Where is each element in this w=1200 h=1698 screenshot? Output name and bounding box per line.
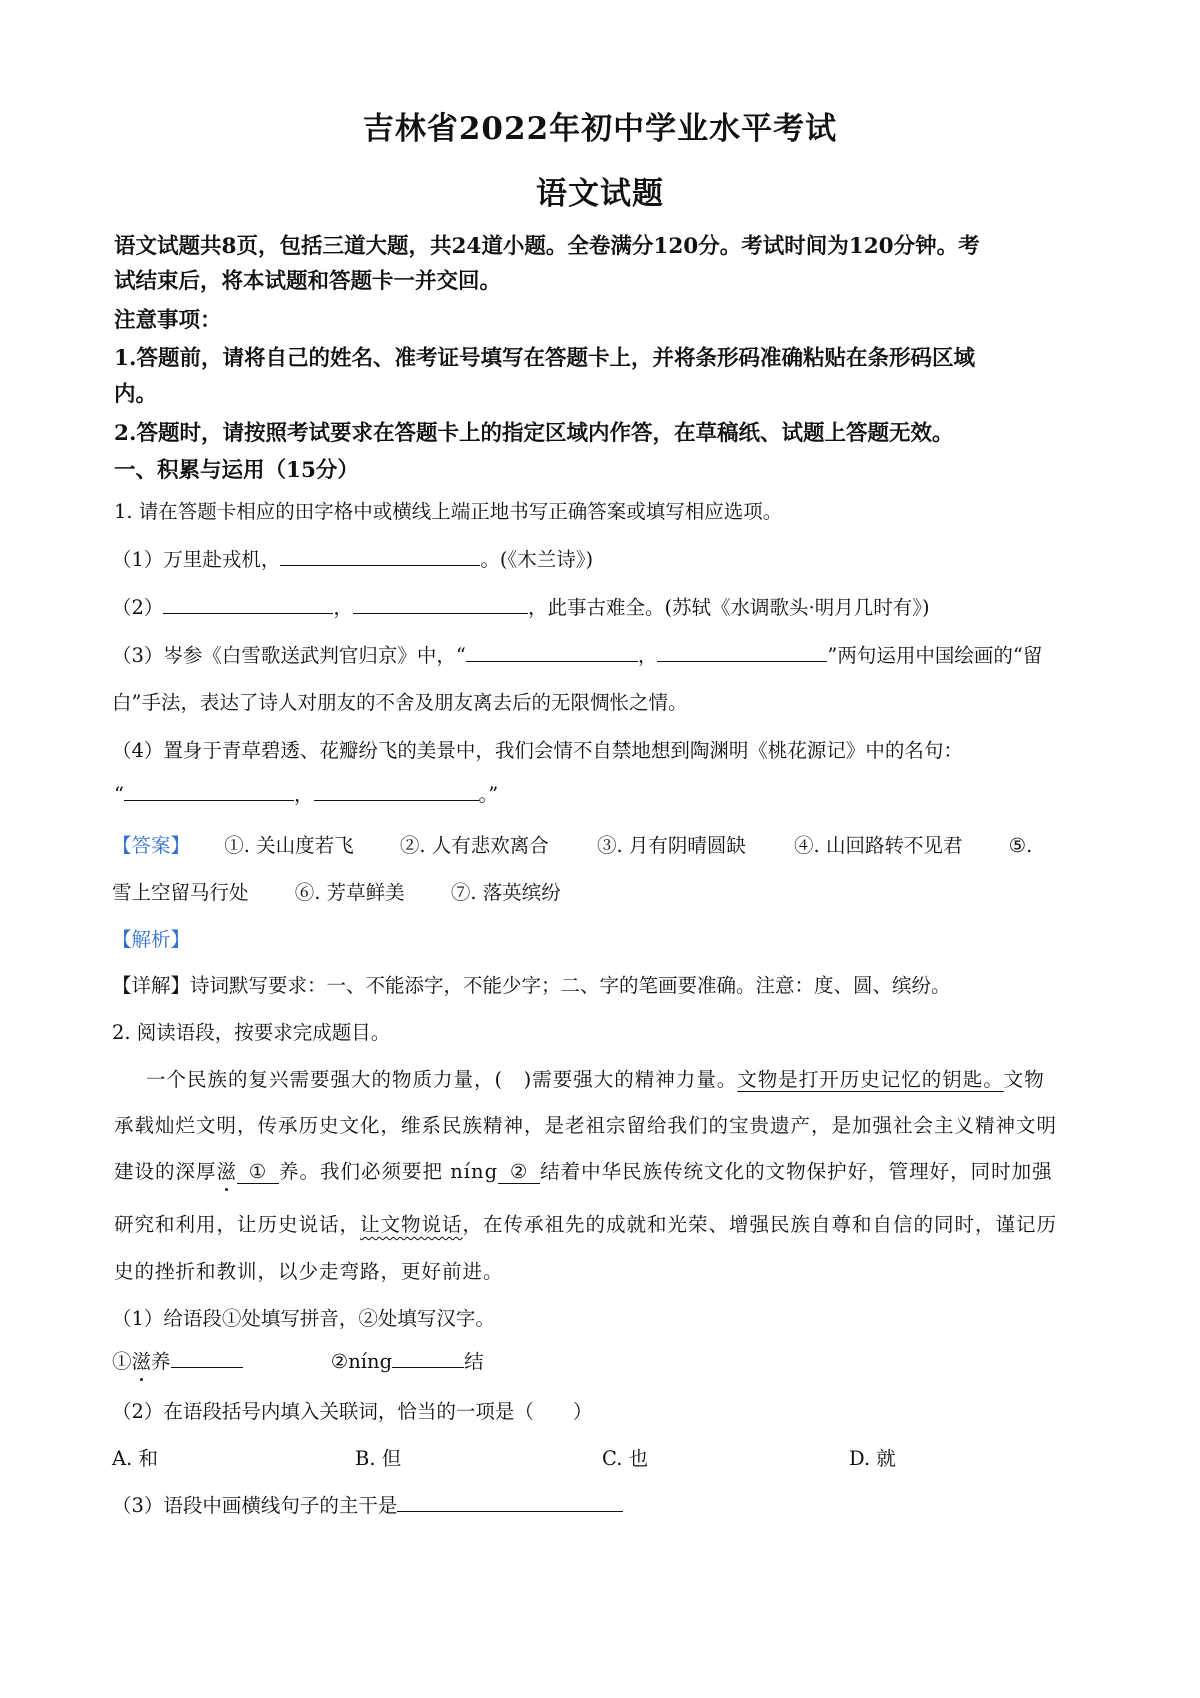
passage-line-3 bbox=[114, 1156, 1053, 1184]
q1-stem: 1. 请在答题卡相应的田字格中或横线上端正地书写正确答案或填写相应选项。 bbox=[114, 500, 783, 523]
q1-sub4-line-1: （4）置身于青草碧透、花瓣纷飞的美景中，我们会情不自禁地想到陶渊明《桃花源记》中的名句： bbox=[112, 739, 963, 762]
answer-blank bbox=[353, 595, 528, 614]
item-2-prefix: ②níng bbox=[330, 1350, 393, 1373]
note-1-line-2: 内。 bbox=[114, 382, 158, 407]
detail-text: 诗词默写要求：一、不能添字，不能少字；二、字的笔画要准确。注意：度、圆、缤纷。 bbox=[190, 974, 951, 997]
answer-item: ⑦. 落英缤纷 bbox=[450, 881, 561, 904]
answer-item: 雪上空留马行处 bbox=[112, 881, 249, 904]
q1-sub3-line-2: 白”手法，表达了诗人对朋友的不舍及朋友离去后的无限惆怅之情。 bbox=[112, 691, 688, 714]
q2-sub1-answers bbox=[112, 1346, 484, 1374]
dotted-char: 滋 bbox=[216, 1160, 238, 1183]
answer-item: ①. 关山度若飞 bbox=[224, 834, 354, 857]
passage-text: 一个民族的复兴需要强大的物质力量，( )需要强大的精神力量。 bbox=[146, 1068, 738, 1091]
analysis-label: 【解析】 bbox=[112, 928, 191, 951]
q1-sub1-post: 。(《木兰诗》) bbox=[480, 548, 594, 571]
answer-1-line-1 bbox=[112, 830, 1032, 858]
option-c: C. 也 bbox=[602, 1447, 649, 1470]
passage-text: 研究和利用，让历史说话， bbox=[114, 1213, 361, 1236]
note-2: 2.答题时，请按照考试要求在答题卡上的指定区域内作答，在草稿纸、试题上答题无效。 bbox=[114, 421, 954, 446]
q1-sub3-pre: （3）岑参《白雪歌送武判官归京》中，“ bbox=[112, 644, 466, 667]
q1-sub2-mid: ， bbox=[333, 596, 353, 619]
item-1-suffix: 养 bbox=[151, 1350, 171, 1373]
q1-sub4-close: 。” bbox=[478, 783, 499, 806]
option-a: A. 和 bbox=[112, 1447, 158, 1470]
note-1-line-1: 1.答题前，请将自己的姓名、准考证号填写在答题卡上，并将条形码准确粘贴在条形码区域 bbox=[114, 346, 975, 371]
answer-item: ②. 人有悲欢离合 bbox=[399, 834, 549, 857]
answer-blank bbox=[392, 1349, 464, 1368]
q2-stem: 2. 阅读语段，按要求完成题目。 bbox=[112, 1021, 391, 1044]
page-title: 吉林省2022年初中学业水平考试 bbox=[362, 111, 838, 147]
answer-item: ⑤. bbox=[1008, 834, 1033, 857]
q1-sub3-post: ”两句运用中国绘画的“留 bbox=[827, 644, 1043, 667]
answer-blank bbox=[163, 595, 333, 614]
answer-item: ③. 月有阴晴圆缺 bbox=[596, 834, 746, 857]
wavy-underlined-phrase: 让文物说话 bbox=[360, 1213, 463, 1236]
option-b: B. 但 bbox=[355, 1447, 402, 1470]
answer-blank bbox=[124, 782, 294, 801]
answer-item: ⑥. 芳草鲜美 bbox=[294, 881, 405, 904]
item-2-suffix: 结 bbox=[464, 1350, 484, 1373]
answer-blank bbox=[171, 1349, 243, 1368]
detail-label: 【详解】 bbox=[112, 974, 191, 997]
passage-text: 文物 bbox=[1003, 1068, 1045, 1091]
q1-sub3-mid: ， bbox=[637, 644, 658, 667]
passage-line-1 bbox=[146, 1064, 1045, 1092]
item-1-prefix: ① bbox=[112, 1350, 132, 1373]
passage-text: 结着中华民族传统文化的文物保护好，管理好，同时加强 bbox=[540, 1160, 1053, 1183]
q1-sub2 bbox=[112, 592, 930, 620]
dotted-char: 滋 bbox=[131, 1350, 152, 1373]
q1-sub4-mid: ， bbox=[293, 783, 314, 806]
notes-title: 注意事项： bbox=[114, 308, 222, 333]
underlined-sentence: 文物是打开历史记忆的钥匙。 bbox=[737, 1068, 1004, 1091]
passage-line-4 bbox=[114, 1209, 1057, 1237]
intro-line-1: 语文试题共8页，包括三道大题，共24道小题。全卷满分120分。考试时间为120分钟。考 bbox=[114, 234, 980, 259]
passage-line-2: 承载灿烂文明，传承历史文化，维系民族精神，是老祖宗留给我们的宝贵遗产，是加强社会主义精神文明 bbox=[114, 1114, 1058, 1137]
passage-line-5: 史的挫折和教训，以少走弯路，更好前进。 bbox=[114, 1260, 504, 1283]
intro-line-2: 试结束后，将本试题和答题卡一并交回。 bbox=[114, 269, 502, 294]
q1-sub4-open: “ bbox=[114, 783, 124, 806]
q1-sub4-line-2 bbox=[114, 779, 498, 807]
answer-blank bbox=[466, 643, 638, 662]
q2-sub1: （1）给语段①处填写拼音，②处填写汉字。 bbox=[112, 1307, 495, 1330]
q1-sub1-pre: （1）万里赴戎机， bbox=[112, 548, 281, 571]
answer-blank bbox=[314, 782, 479, 801]
q2-sub3 bbox=[112, 1490, 623, 1518]
answer-1-line-2 bbox=[112, 877, 561, 905]
analysis-detail bbox=[112, 970, 951, 998]
answer-blank bbox=[280, 547, 480, 566]
q1-sub1 bbox=[112, 544, 593, 572]
q2-sub3-text: （3）语段中画横线句子的主干是 bbox=[112, 1494, 398, 1517]
answer-item: ④. 山回路转不见君 bbox=[794, 834, 963, 857]
q1-sub3 bbox=[112, 640, 1042, 668]
passage-text: ，在传承祖先的成就和光荣、增强民族自尊和自信的同时，谨记历 bbox=[462, 1213, 1058, 1236]
blank-slot-2: ② bbox=[498, 1160, 540, 1184]
q2-sub2: （2）在语段括号内填入关联词，恰当的一项是（ ） bbox=[112, 1400, 593, 1423]
passage-text: 养。我们必须要把 níng bbox=[279, 1160, 499, 1183]
answer-blank bbox=[657, 643, 827, 662]
q1-sub2-post: ，此事古难全。(苏轼《水调歌头·明月几时有》) bbox=[527, 596, 930, 619]
page-subtitle: 语文试题 bbox=[536, 176, 664, 212]
q1-sub2-pre: （2） bbox=[112, 596, 164, 619]
passage-text: 建设的深厚 bbox=[114, 1160, 217, 1183]
blank-slot-1: ① bbox=[237, 1160, 279, 1184]
answer-label: 【答案】 bbox=[112, 834, 191, 857]
section-1-title: 一、积累与运用（15分） bbox=[114, 458, 359, 483]
answer-blank bbox=[397, 1493, 623, 1512]
option-d: D. 就 bbox=[849, 1447, 896, 1470]
